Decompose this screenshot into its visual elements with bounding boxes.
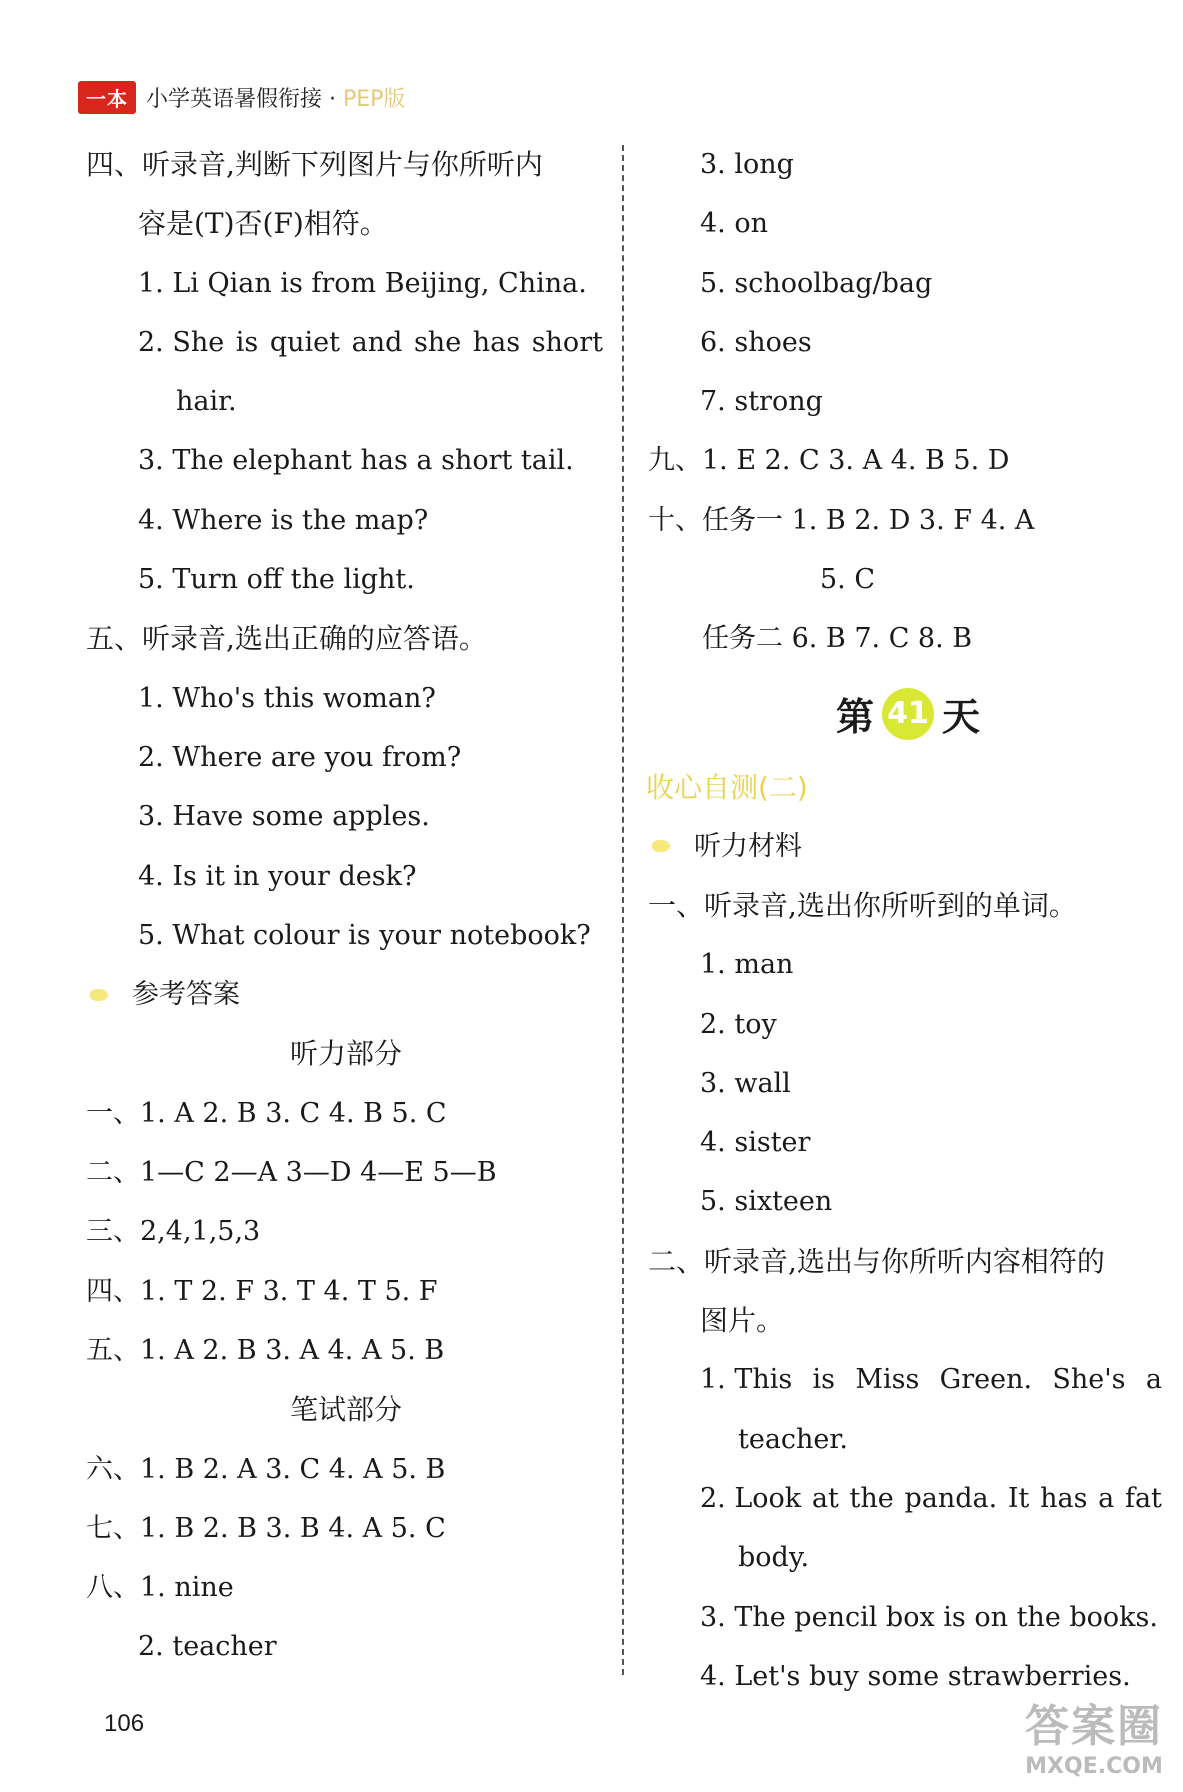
word: the: [849, 1482, 894, 1514]
bullet-icon: [90, 989, 108, 1001]
section-2-title-cont: 图片。: [700, 1304, 785, 1338]
page-header: [78, 80, 405, 114]
list-item: 3. The elephant has a short tail.: [138, 445, 574, 477]
section-1-title: 一、听录音,选出你所听到的单词。: [648, 888, 1077, 922]
page-number: 106: [104, 1710, 145, 1737]
list-item: 3. wall: [700, 1067, 791, 1099]
list-item-cont: hair.: [176, 386, 237, 418]
answers-heading-label: 参考答案: [132, 979, 240, 1011]
list-item: 3. The pencil box is on the books.: [700, 1601, 1158, 1633]
list-item: 1. Who's this woman?: [138, 682, 436, 714]
section-4-title: 四、听录音,判断下列图片与你所听内: [86, 148, 543, 181]
list-item: 2. toy: [700, 1008, 777, 1040]
watermark-url: MXQE.COM: [1025, 1754, 1163, 1779]
material-heading: [648, 817, 1168, 876]
list-item: 4. Let's buy some strawberries.: [700, 1660, 1131, 1692]
answer-row: 七、1. B 2. B 3. B 4. A 5. C: [86, 1512, 446, 1544]
answer-row: 五、1. A 2. B 3. A 4. A 5. B: [86, 1334, 445, 1366]
word: short: [531, 326, 603, 358]
word: is: [812, 1364, 836, 1396]
list-item: 5. What colour is your notebook?: [138, 919, 591, 951]
word: at: [811, 1482, 839, 1514]
word: quiet: [269, 326, 341, 358]
watermark: [1010, 1690, 1178, 1782]
word: Miss: [855, 1364, 920, 1396]
section-4-title-cont: 容是(T)否(F)相符。: [138, 207, 388, 241]
word: 2. Look: [700, 1482, 802, 1514]
list-item: 1. man: [700, 949, 794, 981]
answer-row: 一、1. A 2. B 3. C 4. B 5. C: [86, 1097, 447, 1129]
left-column: [86, 135, 606, 1677]
word: It: [1007, 1482, 1030, 1514]
day-prefix: 第: [835, 695, 874, 740]
list-item: 1. Li Qian is from Beijing, China.: [138, 267, 587, 299]
list-item-cont: teacher.: [738, 1423, 848, 1455]
series-name: 小学英语暑假衔接 ·: [146, 86, 343, 112]
answer-row: 2. teacher: [138, 1631, 277, 1663]
bullet-icon: [652, 840, 670, 852]
list-item: [648, 1350, 1168, 1409]
word: fat: [1124, 1482, 1162, 1514]
list-item: 4. Is it in your desk?: [138, 860, 417, 892]
word: She's: [1052, 1364, 1126, 1396]
day-title: [648, 669, 1168, 759]
word: 2. She: [138, 326, 225, 358]
list-item-cont: body.: [738, 1542, 810, 1574]
answers-heading: [86, 965, 606, 1024]
answer-row: 九、1. E 2. C 3. A 4. B 5. D: [648, 445, 1010, 477]
list-item: [86, 313, 606, 372]
lesson-subtitle: 收心自测(二): [646, 770, 808, 804]
list-item: 4. Where is the map?: [138, 504, 429, 536]
day-number-badge: 41: [882, 688, 934, 740]
material-heading-label: 听力材料: [694, 830, 802, 862]
right-column: [648, 135, 1168, 1706]
column-divider: [622, 145, 624, 1675]
section-2-title: 二、听录音,选出与你所听内容相符的: [648, 1244, 1105, 1278]
listening-heading: 听力部分: [289, 1037, 402, 1071]
list-item: 2. Where are you from?: [138, 741, 462, 773]
word: panda.: [904, 1482, 998, 1514]
series-title: [146, 82, 405, 113]
word: and: [351, 326, 403, 358]
list-item: 5. sixteen: [700, 1186, 833, 1218]
word: she: [413, 326, 462, 358]
answer-row: 二、1—C 2—A 3—D 4—E 5—B: [86, 1157, 497, 1189]
answer-row: 任务二 6. B 7. C 8. B: [702, 623, 973, 655]
answer-row: 六、1. B 2. A 3. C 4. A 5. B: [86, 1453, 446, 1485]
answer-row: 3. long: [700, 149, 794, 180]
answer-row: 八、1. nine: [86, 1572, 234, 1604]
answer-row: 四、1. T 2. F 3. T 4. T 5. F: [86, 1275, 438, 1307]
word: is: [235, 326, 259, 358]
edition-label: PEP版: [342, 86, 406, 112]
list-item: 5. Turn off the light.: [138, 564, 415, 596]
list-item: [648, 1469, 1168, 1528]
answer-row: 7. strong: [700, 386, 823, 418]
answer-row: 6. shoes: [700, 326, 812, 358]
word: has: [472, 326, 521, 358]
word: 1. This: [700, 1364, 793, 1396]
day-suffix: 天: [942, 695, 981, 740]
watermark-logo: 答案圈: [1025, 1701, 1163, 1752]
publisher-logo: 一本: [78, 81, 136, 114]
answer-row: 5. schoolbag/bag: [700, 267, 933, 299]
list-item: 4. sister: [700, 1127, 811, 1159]
word: has: [1040, 1482, 1088, 1514]
word: a: [1145, 1364, 1162, 1396]
word: Green.: [939, 1364, 1033, 1396]
answer-row: 十、任务一 1. B 2. D 3. F 4. A: [648, 504, 1035, 536]
answer-row: 5. C: [820, 564, 876, 596]
answer-row: 4. on: [700, 208, 768, 240]
answer-row: 三、2,4,1,5,3: [86, 1216, 261, 1248]
section-5-title: 五、听录音,选出正确的应答语。: [86, 622, 487, 656]
written-heading: 笔试部分: [289, 1393, 402, 1427]
word: a: [1098, 1482, 1115, 1514]
list-item: 3. Have some apples.: [138, 801, 430, 833]
